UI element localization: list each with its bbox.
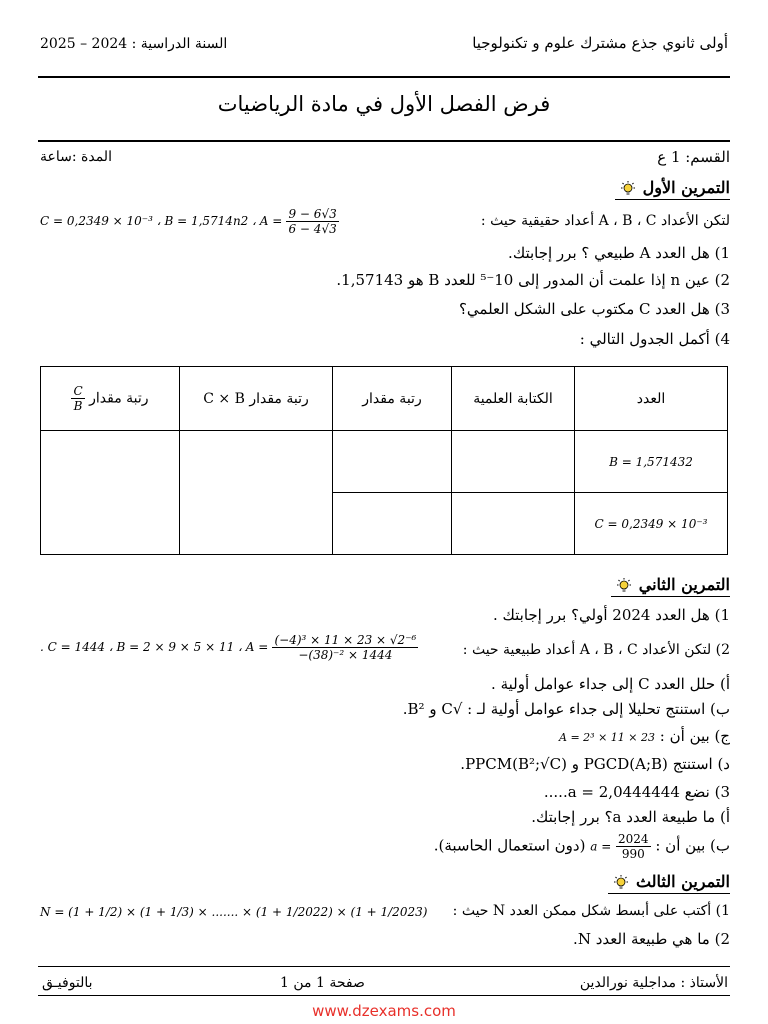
table-header-order: رتبة مقدار <box>333 367 452 431</box>
table-header-order-frac: رتبة مقدار $\frac{C}{B}$ <box>41 367 180 431</box>
exercise1-formula: C = 0,2349 × 10⁻³ ، B = 1,5714n2 ، A = $\frac{9 - 6√3}{6 - 4√3}$ <box>40 207 337 236</box>
closing-wish: بالتوفيـق <box>42 975 93 991</box>
table-header-number: العدد <box>575 367 728 431</box>
table-cell-empty <box>452 493 575 555</box>
table-row <box>41 431 728 493</box>
exercise1-q2: 2) عين n إذا علمت أن المدور إلى 10⁻⁵ للعدد B هو 1,57143. <box>336 271 730 289</box>
exercise2-qc: ج) بين أن : A = 2³ × 11 × 23 <box>559 727 730 745</box>
exercise1-q1: 1) هل العدد A طبيعي ؟ برر إجابتك. <box>508 244 730 262</box>
page-number: صفحة 1 من 1 <box>280 975 365 991</box>
exercise2-q3b: ب) بين أن : a = $\frac{2024}{990}$ (دون استعمال الحاسبة). <box>433 832 730 861</box>
lightbulb-icon <box>615 577 633 595</box>
exercise3-formula: N = (1 + 1/2) × (1 + 1/3) × ....... × (1 + 1/2022) × (1 + 1/2023) <box>40 905 428 919</box>
footer-rule-bottom <box>38 995 730 996</box>
table-header-order-cb: رتبة مقدار C × B <box>180 367 333 431</box>
exercise3-title: التمرين الثالث <box>608 872 730 894</box>
table-cell-empty <box>333 431 452 493</box>
table-cell-empty <box>452 431 575 493</box>
exercise1-q3: 3) هل العدد C مكتوب على الشكل العلمي؟ <box>458 300 730 318</box>
exercise2-qa: أ) حلل العدد C إلى جداء عوامل أولية . <box>491 675 730 693</box>
table-cell-c: C = 0,2349 × 10⁻³ <box>575 493 728 555</box>
completion-table <box>40 366 728 555</box>
exercise3-q2: 2) ما هي طبيعة العدد N. <box>573 930 730 948</box>
table-cell-empty <box>333 493 452 555</box>
teacher-name: الأستاذ : مداجلية نورالدين <box>579 975 728 991</box>
footer-rule <box>38 966 730 967</box>
exercise1-title: التمرين الأول <box>615 178 730 200</box>
exercise2-title: التمرين الثاني <box>611 575 730 597</box>
header-rule-bottom <box>38 140 730 142</box>
school-year: السنة الدراسية : 2024 – 2025 <box>40 36 228 52</box>
table-cell-b: B = 1,571432 <box>575 431 728 493</box>
exercise1-intro: لتكن الأعداد A ، B ، C أعداد حقيقية حيث : <box>480 213 730 229</box>
exercise2-q3: 3) نضع a = 2,0444444..... <box>543 783 730 801</box>
exercise2-q1: 1) هل العدد 2024 أولي؟ برر إجابتك . <box>492 606 730 624</box>
table-header-row <box>41 367 728 431</box>
table-cell-empty <box>180 431 333 555</box>
exercise2-q2-intro: 2) لتكن الأعداد A ، B ، C أعداد طبيعية حيث : <box>462 642 730 658</box>
exam-title: فرض الفصل الأول في مادة الرياضيات <box>217 92 551 116</box>
lightbulb-icon <box>619 180 637 198</box>
lightbulb-icon <box>612 874 630 892</box>
class-info: أولى ثانوي جذع مشترك علوم و تكنولوجيا <box>472 34 728 52</box>
duration-label: المدة :ساعة <box>40 149 112 165</box>
exercise3-q1: 1) أكتب على أبسط شكل ممكن العدد N حيث : <box>452 903 730 919</box>
section-label: القسم: 1 ع <box>657 148 730 166</box>
exercise1-q4: 4) أكمل الجدول التالي : <box>579 330 730 348</box>
exercise2-qd: د) استنتج PGCD(A;B) و PPCM(B²;√C). <box>460 755 730 773</box>
exercise2-qb: ب) استنتج تحليلا إلى جداء عوامل أولية لـ : √C و B². <box>402 700 730 718</box>
table-cell-empty <box>41 431 180 555</box>
table-header-scientific: الكتابة العلمية <box>452 367 575 431</box>
exercise2-q3a: أ) ما طبيعة العدد a؟ برر إجابتك. <box>531 808 730 826</box>
exercise2-q2-formula: . C = 1444 ، B = 2 × 9 × 5 × 11 ، A = $\frac{\text{(−4)³ × 11 × 23 × √2⁻⁶}}{\text{−(38)⁻² × 1444}}$ <box>40 633 417 662</box>
watermark-link[interactable]: www.dzexams.com <box>312 1002 456 1020</box>
header-rule-top <box>38 76 730 78</box>
